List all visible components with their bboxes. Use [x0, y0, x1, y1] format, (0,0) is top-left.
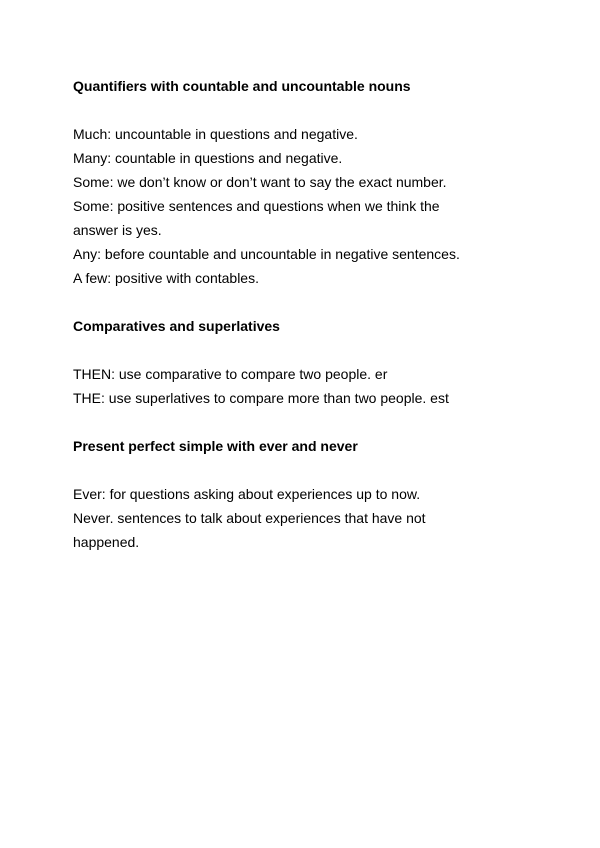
text-line: THE: use superlatives to compare more than two people. est: [73, 390, 449, 406]
document-page: [73, 74, 573, 554]
text-line: Ever: for questions asking about experiences up to now.: [73, 486, 421, 502]
section-comparatives: [73, 314, 573, 410]
section-quantifiers: [73, 74, 573, 290]
blank-line: [73, 98, 573, 122]
blank-line: [73, 458, 573, 482]
text-line: THEN: use comparative to compare two people. er: [73, 366, 388, 382]
section-heading: Comparatives and superlatives: [73, 318, 280, 334]
blank-line: [73, 290, 573, 314]
text-line: A few: positive with contables.: [73, 270, 259, 286]
section-heading: Quantifiers with countable and uncountable nouns: [73, 78, 411, 94]
text-line: Many: countable in questions and negative.: [73, 150, 343, 166]
section-present-perfect: [73, 434, 573, 554]
blank-line: [73, 410, 573, 434]
text-line: Some: we don’t know or don’t want to say the exact number.: [73, 174, 447, 190]
text-line: Much: uncountable in questions and negative.: [73, 126, 358, 142]
text-line: Some: positive sentences and questions when we think the: [73, 198, 440, 214]
text-line: Never. sentences to talk about experiences that have not: [73, 510, 426, 526]
text-line: happened.: [73, 534, 140, 550]
section-heading: Present perfect simple with ever and never: [73, 438, 358, 454]
blank-line: [73, 338, 573, 362]
text-line: Any: before countable and uncountable in negative sentences.: [73, 246, 460, 262]
text-line: answer is yes.: [73, 222, 162, 238]
